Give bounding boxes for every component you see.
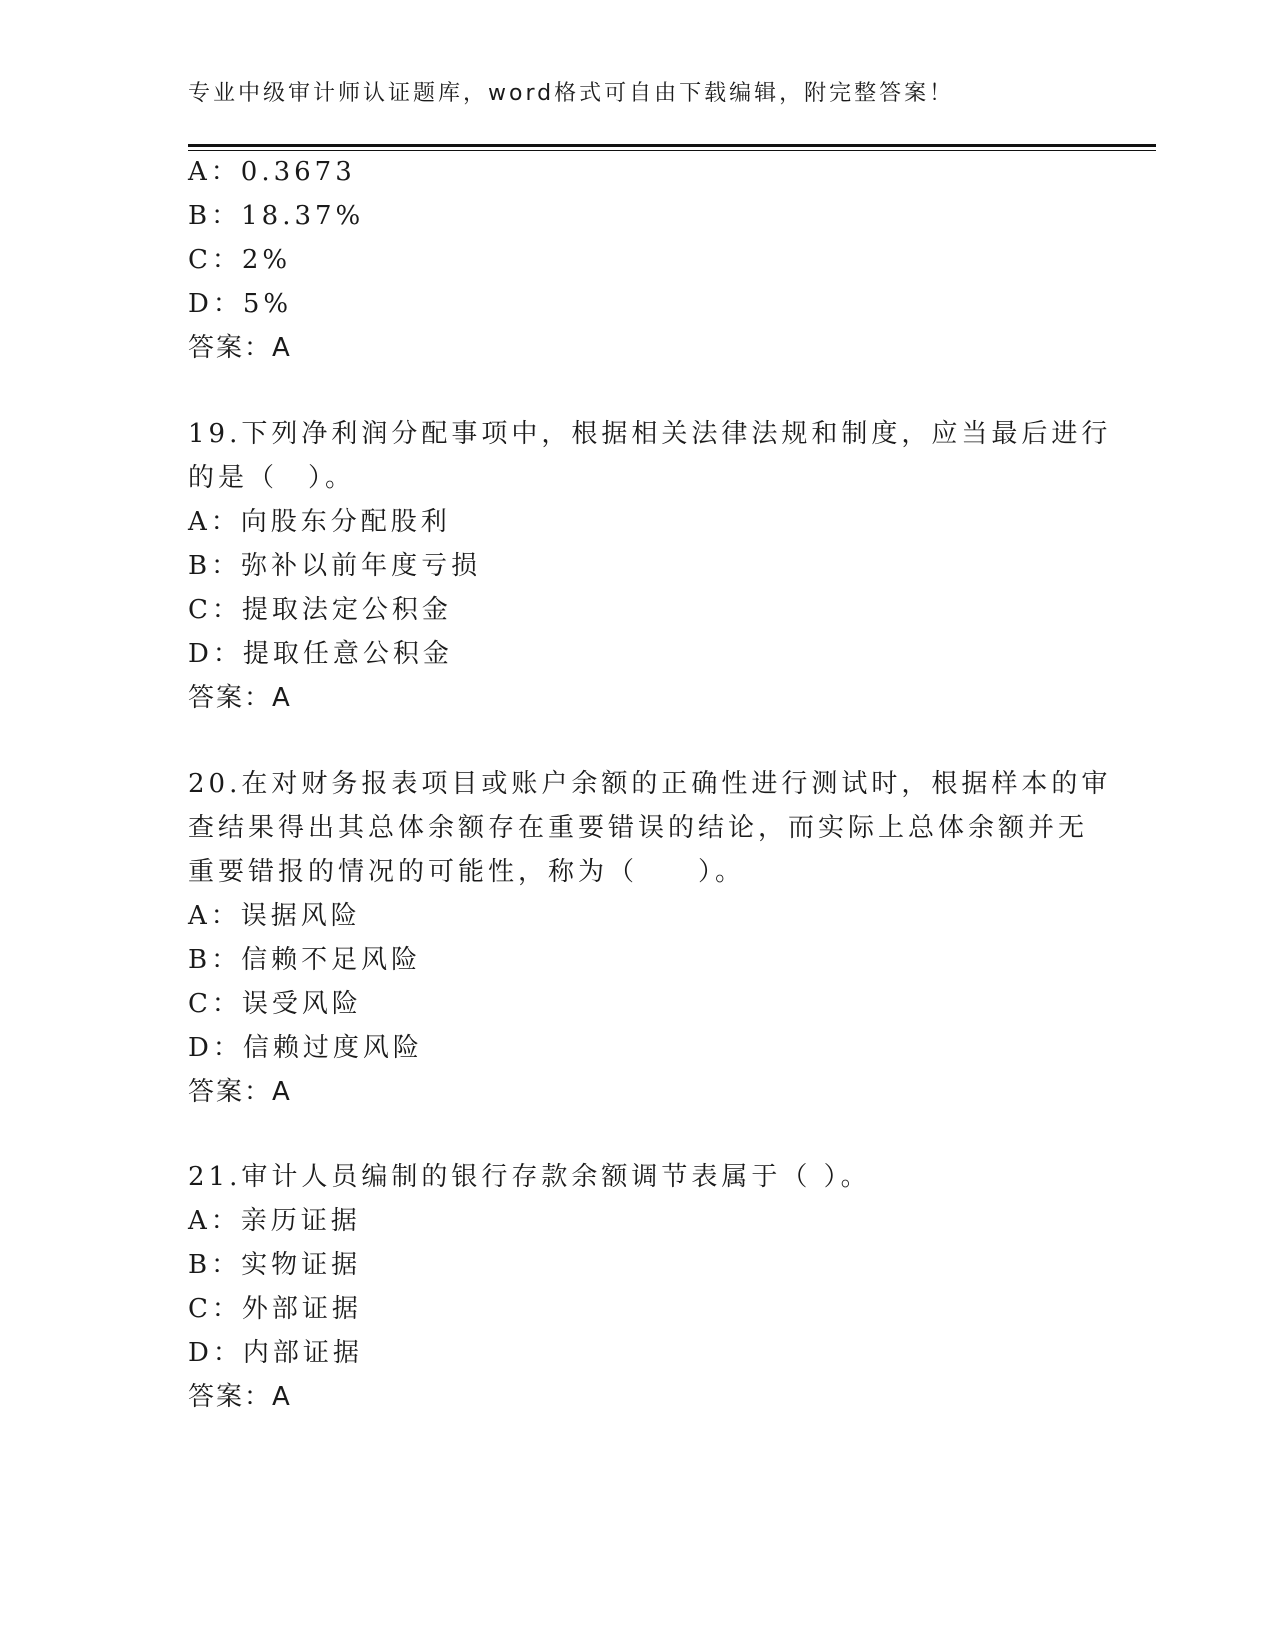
question-20-answer: 答案：A (188, 1077, 292, 1107)
question-19-option-d: D：提取任意公积金 (188, 639, 453, 669)
question-21-option-b: B：实物证据 (188, 1250, 362, 1280)
question-21-option-a: A：亲历证据 (188, 1206, 361, 1236)
question-19-option-c: C：提取法定公积金 (188, 595, 452, 625)
question-19-option-b: B：弥补以前年度亏损 (188, 551, 482, 581)
question-20-stem-line-2: 查结果得出其总体余额存在重要错误的结论，而实际上总体余额并无 (188, 813, 1089, 843)
question-19-stem-line-1: 19.下列净利润分配事项中，根据相关法律法规和制度，应当最后进行 (188, 419, 1112, 449)
question-20-option-b: B：信赖不足风险 (188, 945, 422, 975)
question-19-option-a: A：向股东分配股利 (188, 507, 451, 537)
option-b: B：18.37% (188, 201, 365, 231)
header-rule-thin (188, 150, 1156, 151)
question-21-option-c: C：外部证据 (188, 1294, 362, 1324)
page-header: 专业中级审计师认证题库，word格式可自由下载编辑，附完整答案！ (188, 81, 955, 106)
question-20-stem-line-1: 20.在对财务报表项目或账户余额的正确性进行测试时，根据样本的审 (188, 769, 1112, 799)
question-19-stem-line-2: 的是（ ）。 (188, 463, 356, 493)
option-c: C：2% (188, 245, 292, 275)
option-a: A：0.3673 (188, 157, 356, 187)
question-21-stem-line-1: 21.审计人员编制的银行存款余额调节表属于（ ）。 (188, 1162, 871, 1192)
question-20-stem-line-3: 重要错报的情况的可能性，称为（ ）。 (188, 857, 746, 887)
answer: 答案：A (188, 333, 292, 363)
header-rule-thick (188, 144, 1156, 147)
question-20-option-c: C：误受风险 (188, 989, 362, 1019)
question-21-option-d: D：内部证据 (188, 1338, 363, 1368)
option-d: D：5% (188, 289, 293, 319)
question-21-answer: 答案：A (188, 1382, 292, 1412)
question-20-option-d: D：信赖过度风险 (188, 1033, 423, 1063)
question-20-option-a: A：误据风险 (188, 901, 361, 931)
question-19-answer: 答案：A (188, 683, 292, 713)
